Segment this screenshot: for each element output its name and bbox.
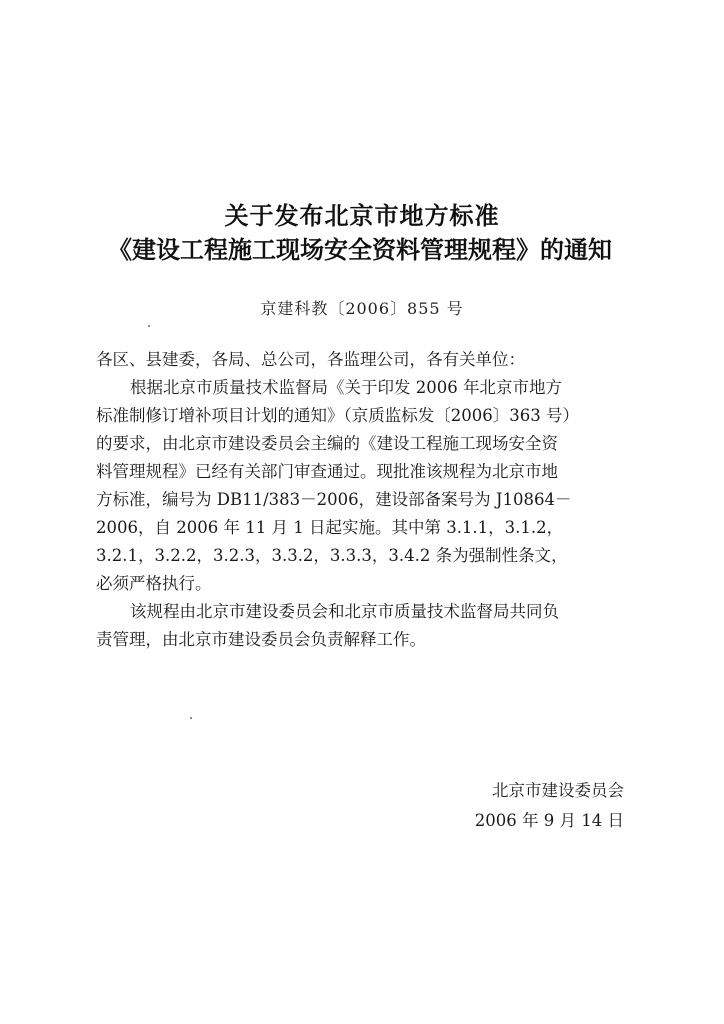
paragraph-2-line: 责管理，由北京市建设委员会负责解释工作。 bbox=[96, 630, 426, 649]
paragraph-1-line: 标准制修订增补项目计划的通知》（京质监标发〔2006〕363 号） bbox=[96, 406, 579, 425]
title-line-1: 关于发布北京市地方标准 bbox=[224, 202, 500, 230]
paragraph-1 bbox=[96, 374, 636, 598]
document-number: 京建科教〔2006〕855 号 bbox=[260, 299, 464, 318]
scan-speck bbox=[148, 325, 150, 327]
paragraph-1-line: 方标准，编号为 DB11/383－2006，建设部备案号为 J10864－ bbox=[96, 490, 572, 509]
paragraph-1-line: 的要求，由北京市建设委员会主编的《建设工程施工现场安全资 bbox=[96, 434, 558, 453]
addressee-text: 各区、县建委，各局、总公司，各监理公司，各有关单位： bbox=[96, 350, 525, 369]
issuer-name: 北京市建设委员会 bbox=[492, 781, 624, 800]
scan-speck bbox=[190, 717, 192, 719]
paragraph-2 bbox=[96, 598, 636, 654]
title-line-2: 《建设工程施工现场安全资料管理规程》的通知 bbox=[108, 236, 612, 264]
paragraph-1-line: 3.2.1，3.2.2，3.2.3，3.3.2，3.3.3，3.4.2 条为强制性条文， bbox=[96, 546, 568, 565]
paragraph-1-line: 料管理规程》已经有关部门审查通过。现批准该规程为北京市地 bbox=[96, 462, 558, 481]
paragraph-1-line: 根据北京市质量技术监督局《关于印发 2006 年北京市地方 bbox=[130, 378, 562, 397]
paragraph-1-line: 必须严格执行。 bbox=[96, 574, 212, 593]
paragraph-1-line: 2006，自 2006 年 11 月 1 日起实施。其中第 3.1.1，3.1.2， bbox=[96, 518, 564, 537]
issue-date: 2006 年 9 月 14 日 bbox=[474, 811, 624, 830]
addressee-line bbox=[96, 346, 636, 374]
paragraph-2-line: 该规程由北京市建设委员会和北京市质量技术监督局共同负 bbox=[130, 602, 559, 621]
signature-block bbox=[475, 776, 624, 836]
